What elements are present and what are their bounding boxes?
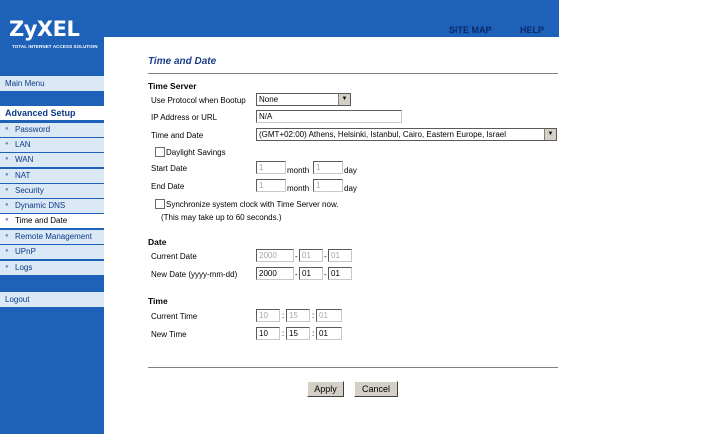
sidebar-item-wan[interactable] [0, 153, 104, 167]
current-minute-input: 15 [286, 309, 310, 322]
bullet-icon: ● [5, 187, 9, 193]
current-day-input: 01 [328, 249, 352, 262]
end-day-input[interactable]: 1 [313, 179, 343, 192]
sidebar-item-security[interactable] [0, 184, 104, 198]
sidebar-item-label: WAN [15, 155, 34, 164]
sidebar-item-time-and-date[interactable] [0, 214, 104, 228]
sidebar-item-label: Password [15, 125, 51, 134]
sidebar-logout[interactable] [0, 292, 104, 307]
sidebar-item-remote-management[interactable] [0, 230, 104, 244]
apply-button[interactable]: Apply [307, 381, 344, 397]
dropdown-arrow-icon: ▼ [544, 129, 556, 140]
new-minute-input[interactable]: 15 [286, 327, 310, 340]
new-second-input[interactable]: 01 [316, 327, 342, 340]
time-separator: : [312, 329, 315, 338]
site-map-link[interactable]: SITE MAP [449, 25, 492, 35]
date-separator: - [295, 252, 298, 261]
content-corner [104, 37, 144, 59]
new-day-input[interactable]: 01 [328, 267, 352, 280]
bullet-icon: ● [5, 141, 9, 147]
time-separator: : [282, 329, 285, 338]
new-year-input[interactable]: 2000 [256, 267, 294, 280]
logo-tagline: TOTAL INTERNET ACCESS SOLUTION [12, 44, 98, 49]
address-label: IP Address or URL [151, 113, 218, 122]
new-month-input[interactable]: 01 [299, 267, 323, 280]
current-month-input: 01 [299, 249, 323, 262]
address-input[interactable]: N/A [256, 110, 402, 123]
sidebar-logout-label: Logout [5, 295, 30, 304]
month-label: month [287, 166, 310, 175]
new-hour-input[interactable]: 10 [256, 327, 280, 340]
protocol-label: Use Protocol when Bootup [151, 96, 246, 105]
sidebar-item-logs[interactable] [0, 261, 104, 275]
bullet-icon: ● [5, 217, 9, 223]
timezone-select-value: (GMT+02:00) Athens, Helsinki, Istanbul, Cairo, Eastern Europe, Israel [259, 130, 507, 139]
bullet-icon: ● [5, 126, 9, 132]
sidebar-item-label: Remote Management [15, 232, 92, 241]
sync-note: (This may take up to 60 seconds.) [161, 213, 282, 222]
page-title: Time and Date [148, 56, 217, 67]
current-date-label: Current Date [151, 252, 197, 261]
bullet-icon: ● [5, 156, 9, 162]
current-second-input: 01 [316, 309, 342, 322]
start-date-label: Start Date [151, 164, 188, 173]
time-server-heading: Time Server [148, 81, 197, 91]
sidebar-item-label: NAT [15, 171, 31, 180]
day-label: day [344, 166, 357, 175]
current-time-label: Current Time [151, 312, 198, 321]
sidebar-item-dynamic-dns[interactable] [0, 199, 104, 213]
date-separator: - [324, 270, 327, 279]
date-separator: - [324, 252, 327, 261]
bullet-icon: ● [5, 172, 9, 178]
bullet-icon: ● [5, 248, 9, 254]
new-date-label: New Date (yyyy-mm-dd) [151, 270, 238, 279]
day-label: day [344, 184, 357, 193]
sidebar-item-password[interactable] [0, 123, 104, 137]
sidebar-item-lan[interactable] [0, 138, 104, 152]
sidebar-main-menu[interactable] [0, 76, 104, 91]
current-hour-input: 10 [256, 309, 280, 322]
time-heading: Time [148, 296, 168, 306]
month-label: month [287, 184, 310, 193]
date-heading: Date [148, 237, 167, 247]
end-date-label: End Date [151, 182, 185, 191]
daylight-savings-label: Daylight Savings [166, 148, 226, 157]
sidebar-item-label: LAN [15, 140, 31, 149]
protocol-select-value: None [259, 95, 279, 104]
date-separator: - [295, 270, 298, 279]
time-separator: : [312, 311, 315, 320]
divider [148, 73, 558, 74]
dropdown-arrow-icon: ▼ [338, 94, 350, 105]
sidebar-item-nat[interactable] [0, 169, 104, 183]
start-month-input[interactable]: 1 [256, 161, 286, 174]
cancel-button[interactable]: Cancel [354, 381, 398, 397]
timezone-label: Time and Date [151, 131, 204, 140]
protocol-select[interactable] [256, 93, 351, 106]
sidebar-advanced-setup [0, 106, 104, 120]
bullet-icon: ● [5, 233, 9, 239]
divider [148, 367, 558, 368]
bullet-icon: ● [5, 202, 9, 208]
end-month-input[interactable]: 1 [256, 179, 286, 192]
sidebar-item-label: UPnP [15, 247, 36, 256]
sidebar-main-menu-label: Main Menu [5, 79, 45, 88]
time-separator: : [282, 311, 285, 320]
sync-checkbox[interactable] [155, 199, 165, 209]
new-time-label: New Time [151, 330, 187, 339]
zyxel-logo: ZyXEL [9, 17, 80, 41]
sidebar-advanced-setup-label: Advanced Setup [5, 108, 76, 118]
sidebar-item-label: Dynamic DNS [15, 201, 66, 210]
timezone-select[interactable] [256, 128, 557, 141]
help-link[interactable]: HELP [520, 25, 545, 35]
sidebar-item-upnp[interactable] [0, 245, 104, 259]
daylight-savings-checkbox[interactable] [155, 147, 165, 157]
sidebar-item-label: Security [15, 186, 44, 195]
sidebar-item-label: Logs [15, 263, 33, 272]
current-year-input: 2000 [256, 249, 294, 262]
start-day-input[interactable]: 1 [313, 161, 343, 174]
bullet-icon: ● [5, 264, 9, 270]
sidebar-item-label: Time and Date [15, 216, 68, 225]
sync-label: Synchronize system clock with Time Server now. [166, 200, 339, 209]
